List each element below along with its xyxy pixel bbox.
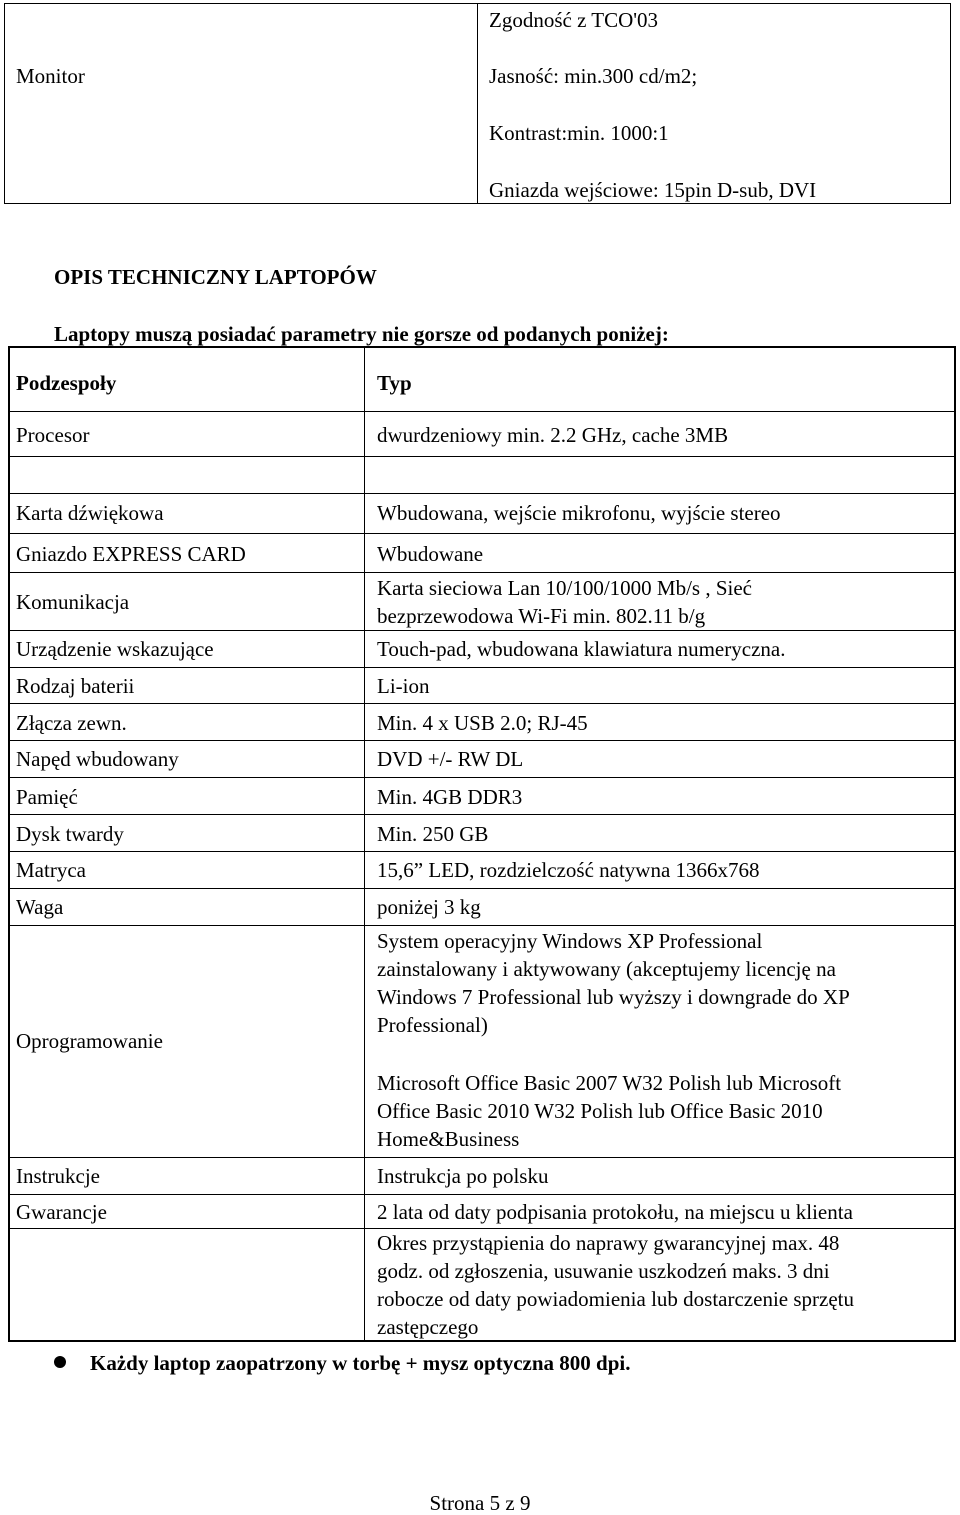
table-header-type: Typ xyxy=(377,371,412,395)
section-heading: OPIS TECHNICZNY LAPTOPÓW xyxy=(54,265,377,289)
row-divider xyxy=(8,851,956,852)
row-value-komunikacja-line: Karta sieciowa Lan 10/100/1000 Mb/s , Sieć xyxy=(377,576,753,600)
row-value-zlacza: Min. 4 x USB 2.0; RJ-45 xyxy=(377,711,588,735)
row-name-gniazdo-express: Gniazdo EXPRESS CARD xyxy=(16,542,246,566)
monitor-table-divider xyxy=(477,3,478,204)
row-divider xyxy=(8,411,956,412)
row-divider xyxy=(8,667,956,668)
row-value-naped: DVD +/- RW DL xyxy=(377,747,524,771)
row-divider xyxy=(8,925,956,926)
row-value-bateria: Li-ion xyxy=(377,674,430,698)
row-divider xyxy=(8,888,956,889)
row-divider xyxy=(8,777,956,778)
row-divider xyxy=(8,1157,956,1158)
monitor-spec: Gniazda wejściowe: 15pin D-sub, DVI xyxy=(489,178,817,202)
row-value-dysk: Min. 250 GB xyxy=(377,822,489,846)
row-name-matryca: Matryca xyxy=(16,858,86,882)
row-value-instrukcje: Instrukcja po polsku xyxy=(377,1164,549,1188)
row-value-gwarancje-line: 2 lata od daty podpisania protokołu, na miejscu u klienta xyxy=(377,1200,853,1224)
row-value-pamiec: Min. 4GB DDR3 xyxy=(377,785,523,809)
row-value-gwarancje-line: robocze od daty powiadomienia lub dostarczenie sprzętu xyxy=(377,1287,854,1311)
row-name-oprogramowanie: Oprogramowanie xyxy=(16,1029,163,1053)
row-value-matryca: 15,6” LED, rozdzielczość natywna 1366x768 xyxy=(377,858,760,882)
row-name-waga: Waga xyxy=(16,895,64,919)
table-header-components: Podzespoły xyxy=(16,371,117,395)
row-divider xyxy=(8,1194,956,1195)
monitor-spec: Zgodność z TCO'03 xyxy=(489,8,659,32)
row-divider xyxy=(8,456,956,457)
row-divider xyxy=(8,1228,956,1229)
row-value-karta-dzwiekowa: Wbudowana, wejście mikrofonu, wyjście stereo xyxy=(377,501,781,525)
bullet-note: Każdy laptop zaopatrzony w torbę + mysz optyczna 800 dpi. xyxy=(90,1351,631,1375)
row-divider xyxy=(8,740,956,741)
monitor-spec: Kontrast:min. 1000:1 xyxy=(489,121,669,145)
row-value-waga: poniżej 3 kg xyxy=(377,895,481,919)
monitor-label: Monitor xyxy=(16,64,85,88)
row-value-oprogramowanie-line: Windows 7 Professional lub wyższy i downgrade do XP xyxy=(377,985,850,1009)
row-value-oprogramowanie-line: Microsoft Office Basic 2007 W32 Polish lub Microsoft xyxy=(377,1071,842,1095)
row-name-pamiec: Pamięć xyxy=(16,785,78,809)
row-name-urzadzenie: Urządzenie wskazujące xyxy=(16,637,214,661)
row-value-komunikacja-line: bezprzewodowa Wi-Fi min. 802.11 b/g xyxy=(377,604,706,628)
row-value-oprogramowanie-line: zainstalowany i aktywowany (akceptujemy licencję na xyxy=(377,957,836,981)
row-value-oprogramowanie-line: Office Basic 2010 W32 Polish lub Office Basic 2010 xyxy=(377,1099,823,1123)
row-name-bateria: Rodzaj baterii xyxy=(16,674,135,698)
row-divider xyxy=(8,814,956,815)
row-value-urzadzenie: Touch-pad, wbudowana klawiatura numeryczna. xyxy=(377,637,786,661)
row-divider xyxy=(8,493,956,494)
row-value-gwarancje-line: Okres przystąpienia do naprawy gwarancyjnej max. 48 xyxy=(377,1231,840,1255)
row-name-instrukcje: Instrukcje xyxy=(16,1164,100,1188)
row-name-dysk: Dysk twardy xyxy=(16,822,124,846)
section-subheading: Laptopy muszą posiadać parametry nie gorsze od podanych poniżej: xyxy=(54,322,669,346)
row-divider xyxy=(8,572,956,573)
row-name-naped: Napęd wbudowany xyxy=(16,747,179,771)
row-name-gwarancje: Gwarancje xyxy=(16,1200,107,1224)
row-value-gniazdo-express: Wbudowane xyxy=(377,542,484,566)
row-name-zlacza: Złącza zewn. xyxy=(16,711,127,735)
page-number: Strona 5 z 9 xyxy=(429,1491,531,1515)
bullet-icon xyxy=(54,1356,66,1368)
monitor-spec: Jasność: min.300 cd/m2; xyxy=(489,64,698,88)
row-value-oprogramowanie-line: System operacyjny Windows XP Professional xyxy=(377,929,763,953)
row-value-oprogramowanie-line: Professional) xyxy=(377,1013,488,1037)
row-name-procesor: Procesor xyxy=(16,423,90,447)
row-name-karta-dzwiekowa: Karta dźwiękowa xyxy=(16,501,164,525)
row-value-procesor: dwurdzeniowy min. 2.2 GHz, cache 3MB xyxy=(377,423,729,447)
row-value-gwarancje-line: godz. od zgłoszenia, usuwanie uszkodzeń maks. 3 dni xyxy=(377,1259,830,1283)
row-divider xyxy=(8,630,956,631)
row-value-oprogramowanie-line: Home&Business xyxy=(377,1127,520,1151)
row-name-komunikacja: Komunikacja xyxy=(16,590,130,614)
row-divider xyxy=(8,703,956,704)
row-divider xyxy=(8,533,956,534)
row-value-gwarancje-line: zastępczego xyxy=(377,1315,479,1339)
spec-table-column-divider xyxy=(364,346,365,1342)
